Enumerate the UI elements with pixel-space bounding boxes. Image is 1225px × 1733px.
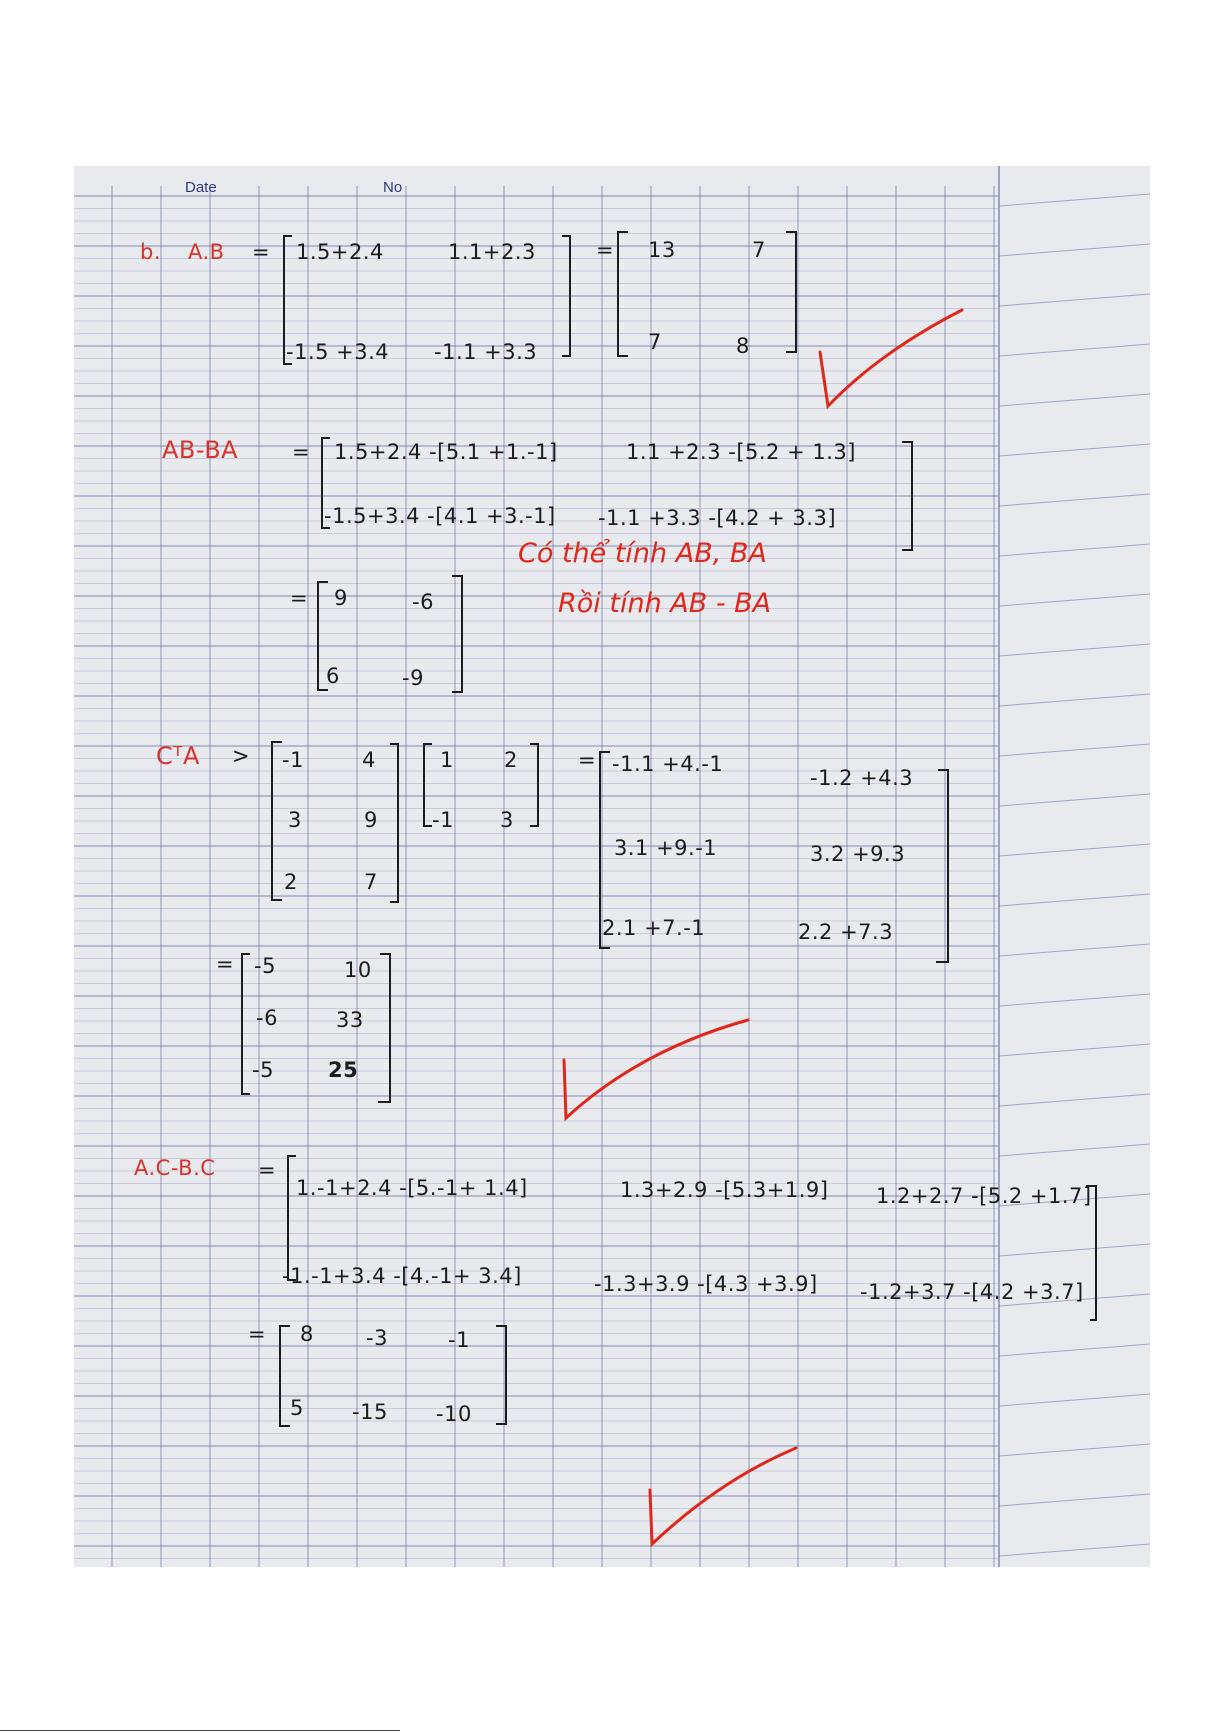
grid-line (999, 1044, 1150, 1056)
acbc-m1-22: -1.3+3.9 -[4.3 +3.9] (594, 1272, 818, 1296)
abba-equals: = (292, 440, 311, 464)
ct-32: 7 (364, 870, 378, 894)
a-11: 1 (440, 748, 454, 772)
cta-prod-22: 3.2 +9.3 (810, 842, 906, 866)
abba-expression: AB-BA (162, 436, 239, 464)
ab-expression: A.B (188, 240, 225, 264)
cta-equals-2: = (216, 952, 235, 976)
cta-prod-11: -1.1 +4.-1 (612, 752, 724, 776)
grid-line (999, 894, 1150, 906)
acbc-res-11: 8 (300, 1322, 314, 1346)
abba-m1-11: 1.5+2.4 -[5.1 +1.-1] (334, 440, 558, 464)
ct-12: 4 (362, 748, 376, 772)
abba-res-11: 9 (334, 586, 348, 610)
grid-line (999, 994, 1150, 1006)
grid-line (999, 594, 1150, 606)
ct-31: 2 (284, 870, 298, 894)
teacher-note-line2: Rồi tính AB - BA (558, 588, 772, 619)
abba-res-21: 6 (326, 664, 340, 688)
grid-line (999, 194, 1150, 206)
grid-line (999, 794, 1150, 806)
grid-line (999, 1494, 1150, 1506)
ab-m1-21: -1.5 +3.4 (286, 340, 390, 364)
acbc-expression: A.C-B.C (134, 1156, 216, 1180)
ab-m2-12: 7 (752, 238, 766, 262)
acbc-res-22: -15 (352, 1400, 388, 1424)
cta-prod-32: 2.2 +7.3 (798, 920, 894, 944)
acbc-equals: = (258, 1158, 277, 1182)
grid-line (999, 644, 1150, 656)
abba-res-12: -6 (412, 590, 434, 614)
acbc-m1-23: -1.2+3.7 -[4.2 +3.7] (860, 1280, 1084, 1304)
grid-line (999, 294, 1150, 306)
a-21: -1 (432, 808, 454, 832)
ab-m1-11: 1.5+2.4 (296, 240, 384, 264)
grid-line (999, 244, 1150, 256)
ct-11: -1 (282, 748, 304, 772)
no-label: No (383, 179, 403, 196)
teacher-note-line1: Có thể tính AB, BA (518, 538, 767, 569)
grid-line (999, 394, 1150, 406)
grid-line (999, 1144, 1150, 1156)
grid-line (999, 944, 1150, 956)
grid-line (999, 344, 1150, 356)
ab-m1-22: -1.1 +3.3 (434, 340, 538, 364)
grid-line (999, 1244, 1150, 1256)
cta-expression: CᵀA (156, 742, 200, 770)
acbc-res-21: 5 (290, 1396, 304, 1420)
cta-res-11: -5 (254, 954, 276, 978)
date-label: Date (185, 179, 217, 196)
abba-res-22: -9 (402, 666, 424, 690)
part-b-label: b. (140, 240, 162, 264)
acbc-m1-21: -1.-1+3.4 -[4.-1+ 3.4] (282, 1264, 522, 1288)
acbc-res-23: -10 (436, 1402, 472, 1426)
grid-line (999, 1444, 1150, 1456)
ab-m2-22: 8 (736, 334, 750, 358)
ab-m2-21: 7 (648, 330, 662, 354)
a-12: 2 (504, 748, 518, 772)
ab-m2-11: 13 (648, 238, 676, 262)
cta-prod-12: -1.2 +4.3 (810, 766, 914, 790)
cta-prod-31: 2.1 +7.-1 (602, 916, 706, 940)
acbc-m1-13: 1.2+2.7 -[5.2 +1.7] (876, 1184, 1092, 1208)
grid-line (999, 444, 1150, 456)
abba-equals-2: = (290, 586, 309, 610)
ab-equals: = (252, 240, 271, 264)
cta-prod-21: 3.1 +9.-1 (614, 836, 718, 860)
grid-line (999, 1544, 1150, 1556)
ct-22: 9 (364, 808, 378, 832)
cta-res-22: 33 (336, 1008, 364, 1032)
a-22: 3 (500, 808, 514, 832)
acbc-m1-11: 1.-1+2.4 -[5.-1+ 1.4] (296, 1176, 528, 1200)
cta-equals: = (578, 748, 597, 772)
notebook-page (74, 166, 1150, 1567)
grid-line (999, 844, 1150, 856)
acbc-res-12: -3 (366, 1326, 388, 1350)
ab-m1-12: 1.1+2.3 (448, 240, 536, 264)
cta-res-32: 25 (328, 1058, 359, 1082)
grid-line (999, 1344, 1150, 1356)
acbc-m1-12: 1.3+2.9 -[5.3+1.9] (620, 1178, 829, 1202)
page-footer-rule (0, 1730, 400, 1731)
abba-m1-21: -1.5+3.4 -[4.1 +3.-1] (324, 504, 556, 528)
acbc-equals-2: = (248, 1322, 267, 1346)
grid-line (999, 744, 1150, 756)
grid-line (999, 1394, 1150, 1406)
abba-m1-22: -1.1 +3.3 -[4.2 + 3.3] (598, 506, 837, 530)
grid-line (999, 544, 1150, 556)
ab-equals-2: = (596, 238, 615, 262)
grid-line (999, 1094, 1150, 1106)
acbc-res-13: -1 (448, 1328, 470, 1352)
grid-line (999, 694, 1150, 706)
abba-m1-12: 1.1 +2.3 -[5.2 + 1.3] (626, 440, 856, 464)
cta-res-12: 10 (344, 958, 372, 982)
grid-line (999, 494, 1150, 506)
grid-lines (74, 166, 1150, 1567)
cta-arrow: > (232, 744, 251, 768)
cta-res-31: -5 (252, 1058, 274, 1082)
ct-21: 3 (288, 808, 302, 832)
cta-res-21: -6 (256, 1006, 278, 1030)
